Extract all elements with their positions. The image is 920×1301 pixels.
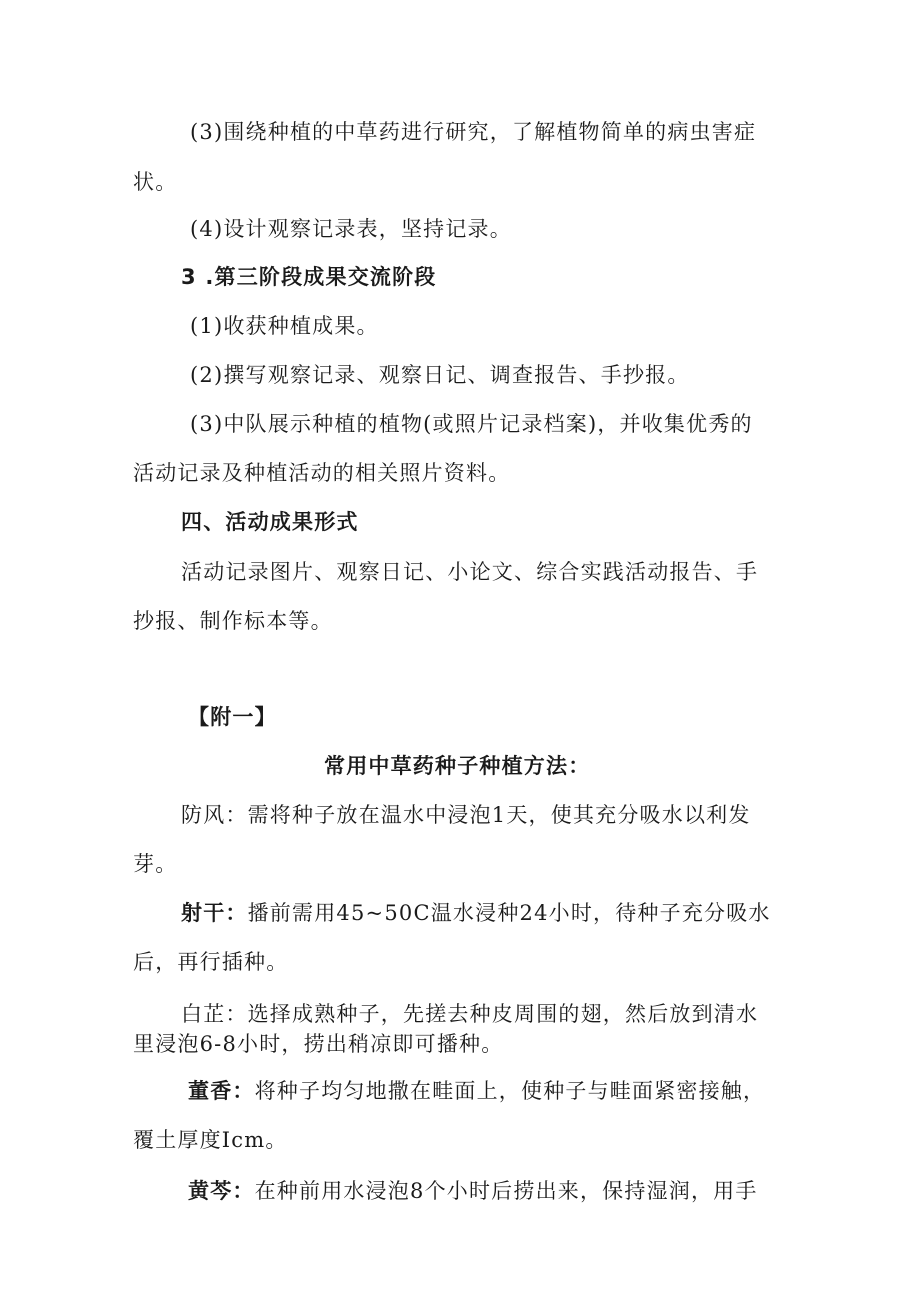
herb-name: 董香： [188, 1078, 255, 1103]
paragraph-line: (3)中队展示种植的植物(或照片记录档案)，并收集优秀的 [190, 412, 753, 436]
paragraph-line: 状。 [133, 170, 178, 194]
paragraph-line: 活动记录图片、观察日记、小论文、综合实践活动报告、手 [181, 560, 759, 584]
paragraph-line: (3)围绕种植的中草药进行研究，了解植物简单的病虫害症 [190, 120, 757, 144]
paragraph-line: 防风：需将种子放在温水中浸泡1天，使其充分吸水以利发 [181, 803, 751, 827]
paragraph-line: 芽。 [133, 852, 178, 876]
appendix-title: 常用中草药种子种植方法： [324, 753, 591, 778]
paragraph-line [181, 899, 771, 927]
herb-text: 在种前用水浸泡8个小时后捞出来，保持湿润，用手 [254, 1179, 758, 1203]
herb-name: 射干： [181, 900, 248, 925]
paragraph-line [188, 1077, 765, 1105]
paragraph-line: (1)收获种植成果。 [190, 314, 379, 338]
herb-text: 将种子均匀地撒在畦面上，使种子与畦面紧密接触， [254, 1079, 766, 1103]
paragraph-line: 里浸泡6-8小时，捞出稍凉即可播种。 [133, 1032, 504, 1056]
paragraph-line: 后，再行插种。 [133, 950, 289, 974]
paragraph-line: (4)设计观察记录表，坚持记录。 [190, 217, 512, 241]
section-heading: 四、活动成果形式 [181, 510, 359, 534]
herb-text: 播前需用45~50C温水浸种24小时，待种子充分吸水 [247, 901, 771, 925]
paragraph-line [188, 1177, 758, 1205]
paragraph-line: 白芷：选择成熟种子，先搓去种皮周围的翅，然后放到清水 [181, 1002, 759, 1026]
appendix-label: 【附一】 [188, 704, 277, 729]
herb-name: 黄芩： [188, 1178, 255, 1203]
section-heading: 3 .第三阶段成果交流阶段 [181, 265, 437, 289]
paragraph-line: 活动记录及种植活动的相关照片资料。 [133, 461, 511, 485]
paragraph-line: 覆土厚度Icm。 [133, 1128, 288, 1152]
paragraph-line: 抄报、制作标本等。 [133, 609, 333, 633]
paragraph-line: (2)撰写观察记录、观察日记、调查报告、手抄报。 [190, 363, 690, 387]
